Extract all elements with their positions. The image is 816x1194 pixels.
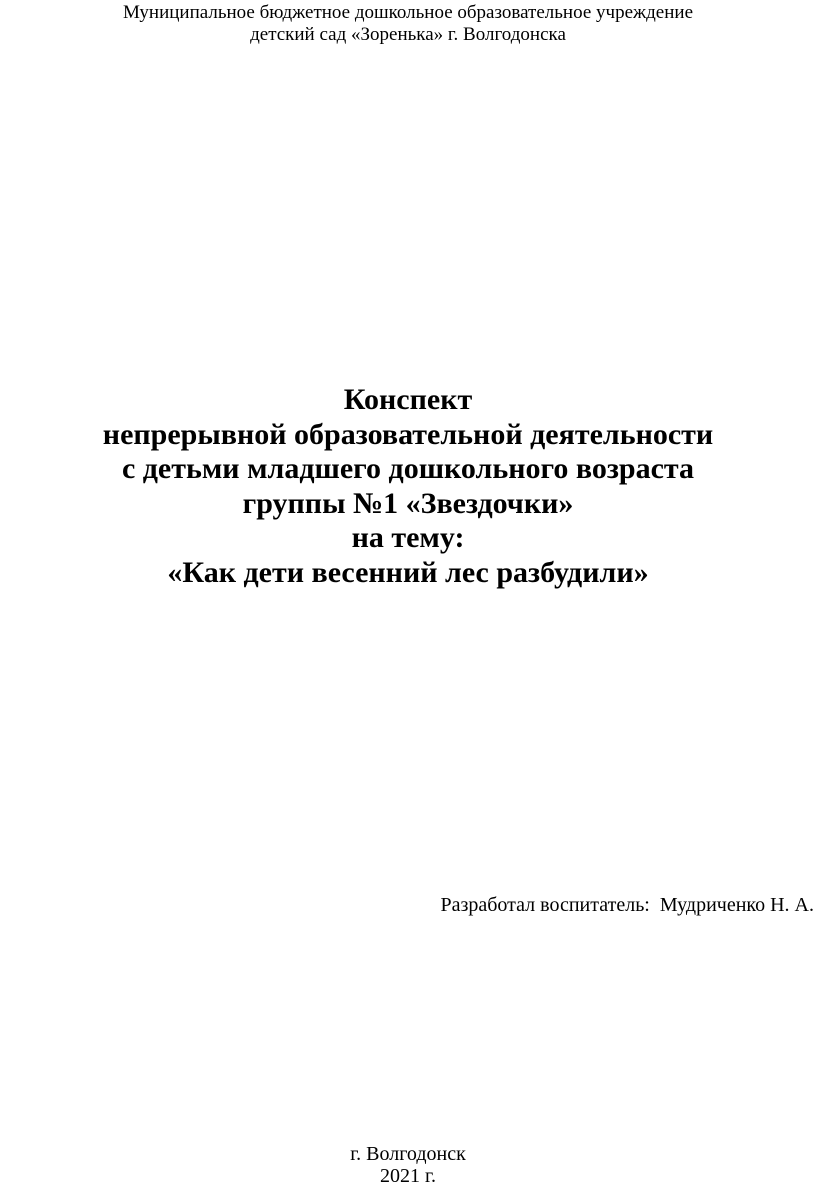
organization-name-line1: Муниципальное бюджетное дошкольное образовательное учреждение <box>123 2 693 23</box>
title-line-2: непрерывной образовательной деятельности <box>102 417 714 451</box>
author-line: Разработал воспитатель: Мудриченко Н. А. <box>440 894 814 916</box>
footer-year: 2021 г. <box>380 1165 436 1187</box>
title-line-3: с детьми младшего дошкольного возраста <box>121 452 695 486</box>
title-line-5: на тему: <box>351 521 465 555</box>
title-line-4: группы №1 «Звездочки» <box>242 486 574 520</box>
title-line-6: «Как дети весенний лес разбудили» <box>167 555 649 589</box>
organization-name-line2: детский сад «Зоренька» г. Волгодонска <box>250 24 566 45</box>
document-title-block <box>0 383 816 591</box>
title-line-1: Конспект <box>343 383 473 416</box>
footer-city: г. Волгодонск <box>350 1143 466 1165</box>
footer-block <box>0 1143 816 1187</box>
organization-header <box>0 2 816 46</box>
